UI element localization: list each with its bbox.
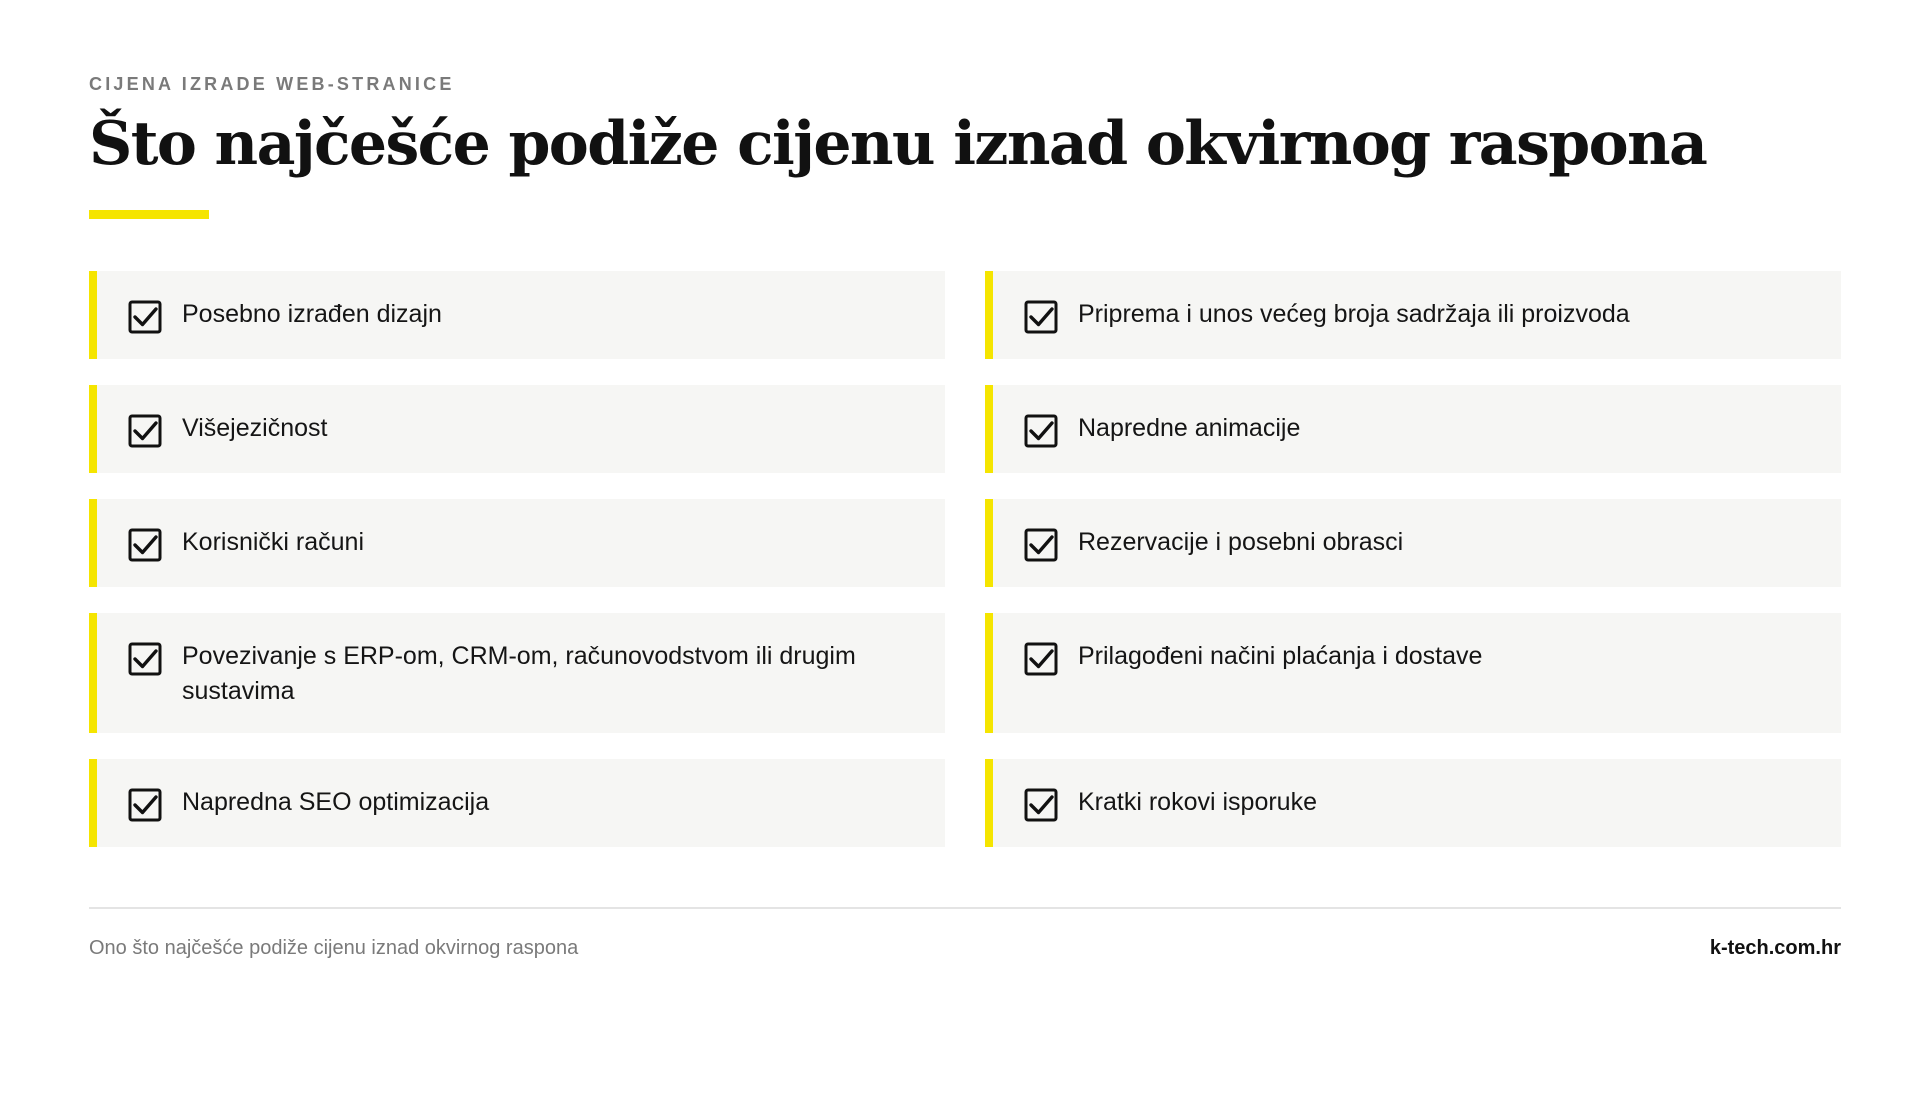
list-item-label: Višejezičnost — [182, 414, 328, 442]
list-item-label: Rezervacije i posebni obrasci — [1078, 528, 1404, 556]
list-item-label: Kratki rokovi isporuke — [1078, 788, 1317, 816]
list-item-label: Povezivanje s ERP-om, CRM-om, računovodstvom ili drugim sustavima — [182, 642, 856, 705]
checkbox-checked-icon — [1024, 414, 1058, 448]
footer-site: k-tech.com.hr — [1709, 937, 1841, 959]
feature-list — [89, 271, 1841, 847]
checkbox-checked-icon — [1024, 642, 1058, 676]
list-item-label: Napredne animacije — [1078, 414, 1301, 442]
checkbox-checked-icon — [128, 414, 162, 448]
checkbox-checked-icon — [128, 300, 162, 334]
list-item — [985, 759, 1841, 847]
eyebrow-label: CIJENA IZRADE WEB-STRANICE — [89, 74, 455, 94]
list-item — [89, 385, 945, 473]
checkbox-checked-icon — [128, 788, 162, 822]
footer-caption: Ono što najčešće podiže cijenu iznad okvirnog raspona — [89, 937, 579, 959]
list-item — [985, 385, 1841, 473]
checkbox-checked-icon — [128, 528, 162, 562]
list-item-label: Napredna SEO optimizacija — [182, 788, 490, 816]
list-item-label: Priprema i unos većeg broja sadržaja ili proizvoda — [1078, 300, 1630, 328]
checkbox-checked-icon — [1024, 528, 1058, 562]
checkbox-checked-icon — [1024, 300, 1058, 334]
checkbox-checked-icon — [128, 642, 162, 676]
list-item — [985, 499, 1841, 587]
list-item — [985, 613, 1841, 733]
list-item — [89, 759, 945, 847]
list-item-label: Posebno izrađen dizajn — [182, 300, 442, 328]
checkbox-checked-icon — [1024, 788, 1058, 822]
list-item — [985, 271, 1841, 359]
list-item — [89, 613, 945, 733]
list-item-label: Korisnički računi — [182, 528, 365, 556]
page — [89, 0, 1841, 1106]
list-item — [89, 271, 945, 359]
list-item-label: Prilagođeni načini plaćanja i dostave — [1078, 642, 1483, 670]
title-underline — [89, 210, 209, 219]
footer-divider — [89, 907, 1841, 909]
page-title: Što najčešće podiže cijenu iznad okvirnog raspona — [89, 109, 1707, 179]
list-item — [89, 499, 945, 587]
